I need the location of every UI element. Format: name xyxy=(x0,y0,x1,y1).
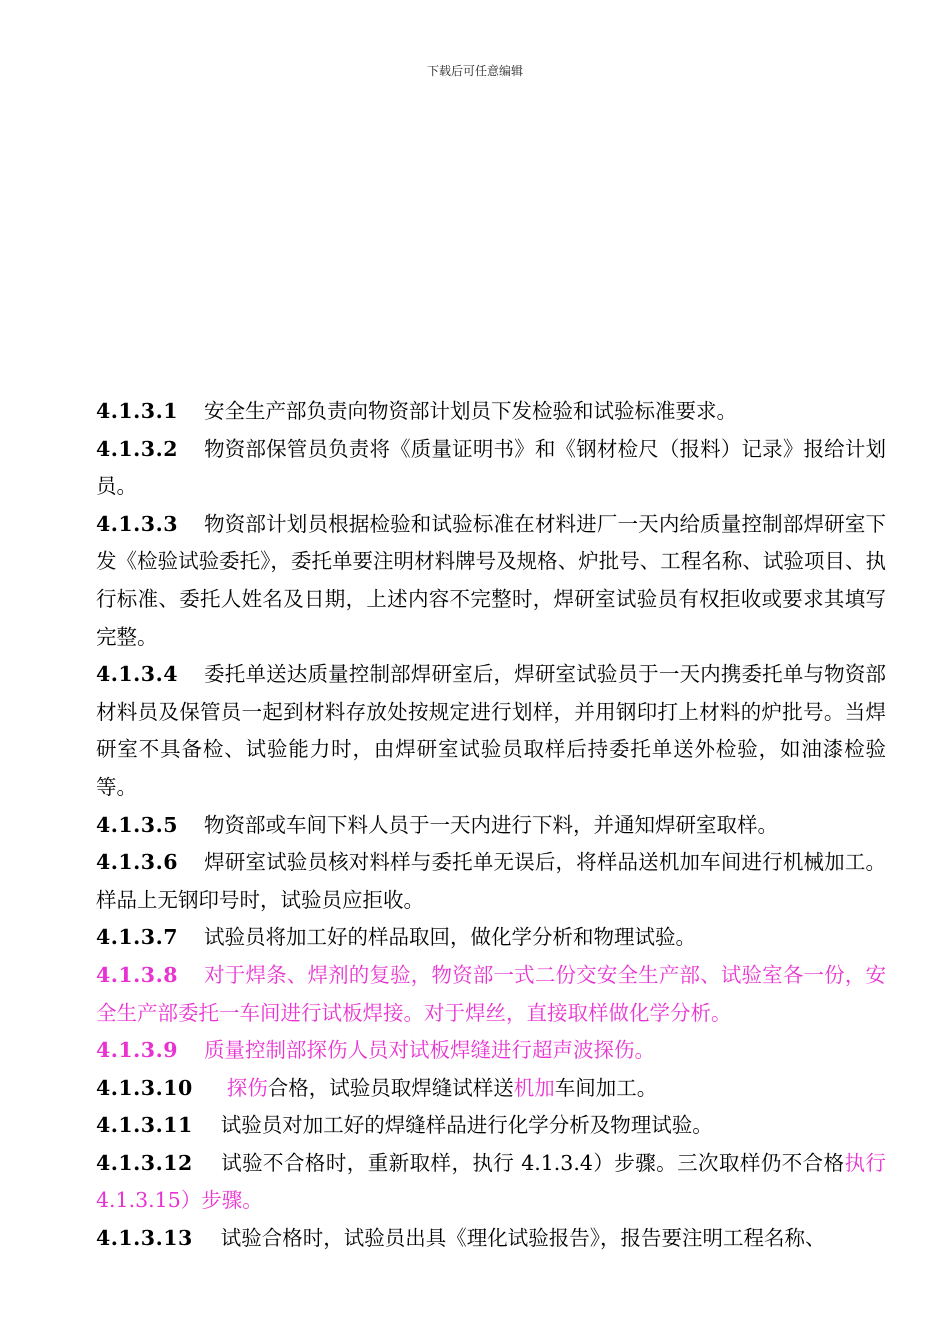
clause-text-highlighted: 探伤 xyxy=(226,1075,268,1100)
clause-text-highlighted: 机加 xyxy=(513,1075,555,1100)
paragraph xyxy=(96,1145,886,1220)
page-header: 下载后可任意编辑 xyxy=(426,64,523,78)
paragraph-highlighted xyxy=(96,957,886,1032)
clause-text: 物资部或车间下料人员于一天内进行下料，并通知焊研室取样。 xyxy=(203,812,778,837)
clause-number: 4.1.3.3 xyxy=(96,511,178,536)
paragraph-highlighted xyxy=(96,1032,886,1070)
clause-text: 委托单送达质量控制部焊研室后，焊研室试验员于一天内携委托单与物资部材料员及保管员一起到材料存放处按规定进行划样，并用钢印打上材料的炉批号。当焊研室不具备检、试验能力时，由焊研室试验员取样后持委托单送外检验，如油漆检验等。 xyxy=(96,662,886,799)
clause-text: 车间加工。 xyxy=(554,1075,658,1100)
paragraph xyxy=(96,1220,886,1258)
clause-text: 质量控制部探伤人员对试板焊缝进行超声波探伤。 xyxy=(203,1038,655,1063)
clause-number: 4.1.3.2 xyxy=(96,436,178,461)
clause-number: 4.1.3.4 xyxy=(96,662,178,687)
clause-text: 试验不合格时，重新取样，执行 4.1.3.4）步骤。三次取样仍不合格 xyxy=(220,1150,845,1175)
clause-text: 物资部保管员负责将《质量证明书》和《钢材检尺（报料）记录》报给计划员。 xyxy=(96,436,886,499)
clause-number: 4.1.3.9 xyxy=(96,1038,178,1063)
paragraph xyxy=(96,506,886,656)
clause-number: 4.1.3.10 xyxy=(96,1075,193,1100)
clause-text: 试验员对加工好的焊缝样品进行化学分析及物理试验。 xyxy=(220,1113,713,1138)
clause-text: 试验员将加工好的样品取回，做化学分析和物理试验。 xyxy=(203,925,696,950)
clause-text-highlighted: 执行 4.1.3.15）步骤。 xyxy=(96,1150,886,1213)
clause-number: 4.1.3.1 xyxy=(96,399,178,423)
paragraph xyxy=(96,656,886,806)
clause-text: 对于焊条、焊剂的复验，物资部一式二份交安全生产部、试验室各一份，安全生产部委托一车间进行试板焊接。对于焊丝，直接取样做化学分析。 xyxy=(96,962,886,1025)
clause-text: 物资部计划员根据检验和试验标准在材料进厂一天内给质量控制部焊研室下发《检验试验委托》，委托单要注明材料牌号及规格、炉批号、工程名称、试验项目、执行标准、委托人姓名及日期，上述内容不完整时，焊研室试验员有权拒收或要求其填写完整。 xyxy=(96,511,886,649)
clause-number: 4.1.3.13 xyxy=(96,1226,193,1251)
paragraph xyxy=(96,1070,886,1108)
clause-text: 焊研室试验员核对料样与委托单无误后，将样品送机加车间进行机械加工。样品上无钢印号时，试验员应拒收。 xyxy=(96,850,886,912)
clause-number: 4.1.3.11 xyxy=(96,1113,193,1138)
paragraph xyxy=(96,393,886,431)
paragraph xyxy=(96,919,886,957)
paragraph xyxy=(96,1107,886,1145)
clause-text: 试验合格时，试验员出具《理化试验报告》，报告要注明工程名称、 xyxy=(220,1226,826,1251)
paragraph xyxy=(96,807,886,845)
paragraph xyxy=(96,431,886,506)
clause-number: 4.1.3.5 xyxy=(96,812,178,837)
clause-text: 合格，试验员取焊缝试样送 xyxy=(267,1075,514,1100)
clause-text: 安全生产部负责向物资部计划员下发检验和试验标准要求。 xyxy=(203,399,737,423)
clause-number: 4.1.3.12 xyxy=(96,1150,193,1175)
clause-number: 4.1.3.8 xyxy=(96,962,178,987)
document-body xyxy=(96,393,886,1258)
clause-number: 4.1.3.6 xyxy=(96,850,178,875)
paragraph xyxy=(96,844,886,919)
clause-number: 4.1.3.7 xyxy=(96,925,178,950)
